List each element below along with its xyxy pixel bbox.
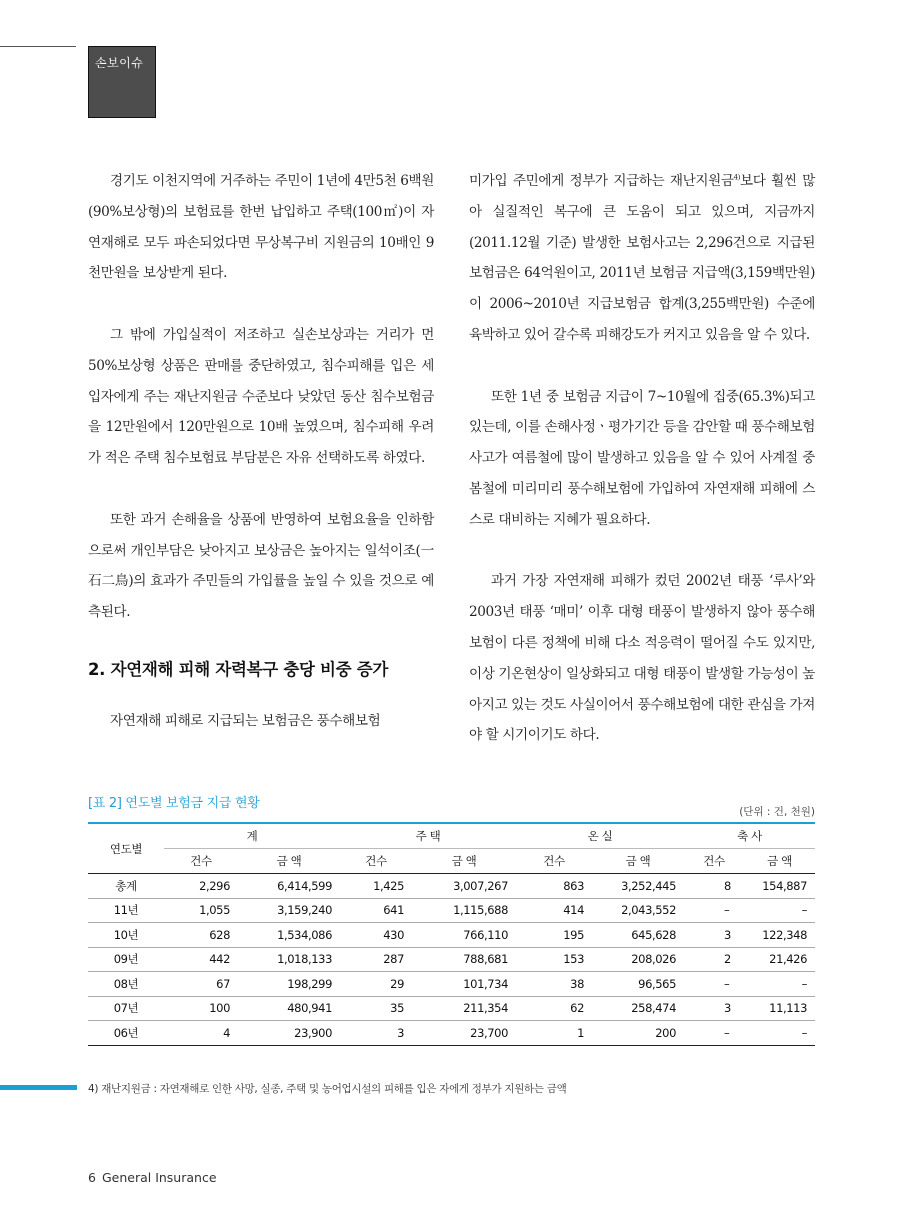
table-cell: 29	[340, 972, 412, 997]
table-cell: 200	[592, 1021, 684, 1046]
table-cell: 3	[684, 996, 744, 1021]
table-unit: (단위 : 건, 천원)	[739, 806, 815, 818]
table-cell: 100	[164, 996, 238, 1021]
footnote-ref: 4)	[733, 173, 740, 182]
right-paragraph-1a: 미가입 주민에게 정부가 지급하는 재난지원금	[469, 173, 734, 189]
row-label: 07년	[88, 996, 164, 1021]
table-row	[88, 1021, 815, 1046]
table-cell: 863	[516, 874, 592, 899]
table-cell: 21,426	[744, 947, 815, 972]
table-cell: 153	[516, 947, 592, 972]
sub-header-count: 건수	[340, 849, 412, 874]
table-cell: 3,159,240	[238, 898, 340, 923]
table-cell: 3,007,267	[412, 874, 516, 899]
table-cell: 430	[340, 923, 412, 948]
table-cell: 766,110	[412, 923, 516, 948]
section-label-box	[88, 46, 156, 118]
row-label: 06년	[88, 1021, 164, 1046]
table-row	[88, 996, 815, 1021]
table-cell: –	[684, 898, 744, 923]
table-cell: 641	[340, 898, 412, 923]
group-header-total: 계	[164, 823, 340, 849]
table-cell: 2,043,552	[592, 898, 684, 923]
footnote: 4) 재난지원금 : 자연재해로 인한 사망, 실종, 주택 및 농어업시설의 피해를 입은 자에게 정부가 지원하는 금액	[88, 1083, 567, 1095]
table-cell: –	[744, 1021, 815, 1046]
table-cell: 788,681	[412, 947, 516, 972]
table-cell: –	[744, 972, 815, 997]
right-paragraph-3: 과거 가장 자연재해 피해가 컸던 2002년 태풍 ‘루사’와 2003년 태풍 ‘매미’ 이후 대형 태풍이 발생하지 않아 풍수해보험이 다른 정책에 비해 다소 적응력이 떨어질 수도 있지만, 이상 기온현상이 일상화되고 대형 태풍이 발생할 가능성이 높아지고 있는 것도 사실이어서 풍수해보험에 대한 관심을 가져야 할 시기이기도 하다.	[469, 573, 815, 744]
table-cell: 35	[340, 996, 412, 1021]
row-label: 10년	[88, 923, 164, 948]
row-label: 09년	[88, 947, 164, 972]
row-label: 11년	[88, 898, 164, 923]
sub-header-amount: 금 액	[238, 849, 340, 874]
table-row	[88, 898, 815, 923]
left-column	[88, 166, 434, 737]
table-cell: 3	[340, 1021, 412, 1046]
top-rule	[0, 46, 76, 47]
table-cell: 96,565	[592, 972, 684, 997]
table-row	[88, 947, 815, 972]
table-title: [표 2] 연도별 보험금 지급 현황	[88, 796, 260, 811]
sub-header-amount: 금 액	[412, 849, 516, 874]
table-row	[88, 972, 815, 997]
table-cell: 195	[516, 923, 592, 948]
footnote-accent-bar	[0, 1085, 77, 1090]
right-column	[469, 166, 815, 751]
right-paragraph-1b: 보다 훨씬 많아 실질적인 복구에 큰 도움이 되고 있으며, 지금까지(2011.12월 기준) 발생한 보험사고는 2,296건으로 지급된 보험금은 64억원이고, 2011년 보험금 지급액(3,159백만원)이 2006~2010년 지급보험금 합계(3,255백만원) 수준에 육박하고 있어 갈수록 피해강도가 커지고 있음을 알 수 있다.	[469, 173, 815, 343]
page-footer	[88, 1170, 217, 1185]
sub-header-amount: 금 액	[592, 849, 684, 874]
table-cell: –	[684, 972, 744, 997]
table-cell: 154,887	[744, 874, 815, 899]
table-cell: 645,628	[592, 923, 684, 948]
table-cell: 67	[164, 972, 238, 997]
payout-table	[88, 822, 815, 1046]
group-header-livestock: 축 사	[684, 823, 815, 849]
table-cell: 2	[684, 947, 744, 972]
left-paragraph-1: 경기도 이천지역에 거주하는 주민이 1년에 4만5천 6백원(90%보상형)의 보험료를 한번 납입하고 주택(100㎡)이 자연재해로 모두 파손되었다면 무상복구비 지원금의 10배인 9천만원을 보상받게 된다.	[88, 173, 434, 282]
table-cell: 208,026	[592, 947, 684, 972]
table-cell: –	[744, 898, 815, 923]
table-cell: 628	[164, 923, 238, 948]
table-cell: 1,018,133	[238, 947, 340, 972]
table-cell: 62	[516, 996, 592, 1021]
table-cell: 3,252,445	[592, 874, 684, 899]
table-cell: 287	[340, 947, 412, 972]
sub-header-count: 건수	[164, 849, 238, 874]
right-paragraph-1	[469, 166, 815, 351]
table-cell: 23,900	[238, 1021, 340, 1046]
group-header-house: 주 택	[340, 823, 516, 849]
right-paragraph-2: 또한 1년 중 보험금 지급이 7~10월에 집중(65.3%)되고 있는데, 이를 손해사정ㆍ평가기간 등을 감안할 때 풍수해보험 사고가 여름철에 많이 발생하고 있음을 알 수 있어 사계절 중 봄철에 미리미리 풍수해보험에 가입하여 자연재해 피해에 스스로 대비하는 지혜가 필요하다.	[469, 388, 815, 528]
left-paragraph-3: 또한 과거 손해율을 상품에 반영하여 보험요율을 인하함으로써 개인부담은 낮아지고 보상금은 높아지는 일석이조(一石二鳥)의 효과가 주민들의 가입률을 높일 수 있을 것으로 예측된다.	[88, 511, 434, 621]
table-cell: 11,113	[744, 996, 815, 1021]
sub-header-count: 건수	[684, 849, 744, 874]
table-cell: 3	[684, 923, 744, 948]
table-cell: 442	[164, 947, 238, 972]
row-header: 연도별	[88, 823, 164, 874]
table-cell: 1,055	[164, 898, 238, 923]
table-cell: 38	[516, 972, 592, 997]
table-row	[88, 874, 815, 899]
table-cell: –	[684, 1021, 744, 1046]
section-label: 손보이슈	[95, 56, 144, 70]
table-cell: 1,534,086	[238, 923, 340, 948]
table-cell: 8	[684, 874, 744, 899]
group-header-greenhouse: 온 실	[516, 823, 684, 849]
table-cell: 1,115,688	[412, 898, 516, 923]
table-cell: 6,414,599	[238, 874, 340, 899]
table-row	[88, 923, 815, 948]
page-number: 6	[88, 1170, 96, 1185]
table-cell: 122,348	[744, 923, 815, 948]
row-label: 총계	[88, 874, 164, 899]
table-cell: 1	[516, 1021, 592, 1046]
table-cell: 101,734	[412, 972, 516, 997]
table-cell: 480,941	[238, 996, 340, 1021]
table-cell: 4	[164, 1021, 238, 1046]
table-cell: 1,425	[340, 874, 412, 899]
left-paragraph-4: 자연재해 피해로 지급되는 보험금은 풍수해보험	[110, 712, 381, 729]
section-heading: 2. 자연재해 피해 자력복구 충당 비중 증가	[88, 659, 389, 679]
row-label: 08년	[88, 972, 164, 997]
table-cell: 23,700	[412, 1021, 516, 1046]
sub-header-count: 건수	[516, 849, 592, 874]
left-paragraph-2: 그 밖에 가입실적이 저조하고 실손보상과는 거리가 먼 50%보상형 상품은 판매를 중단하였고, 침수피해를 입은 세입자에게 주는 재난지원금 수준보다 낮았던 동산 침수보험금을 12만원에서 120만원으로 10배 높였으며, 침수피해 우려가 적은 주택 침수보험료 부담분은 자유 선택하도록 하였다.	[88, 326, 434, 467]
sub-header-amount: 금 액	[744, 849, 815, 874]
table-cell: 258,474	[592, 996, 684, 1021]
publication-name: General Insurance	[101, 1170, 217, 1185]
table-cell: 211,354	[412, 996, 516, 1021]
table-cell: 414	[516, 898, 592, 923]
table-cell: 198,299	[238, 972, 340, 997]
table-cell: 2,296	[164, 874, 238, 899]
